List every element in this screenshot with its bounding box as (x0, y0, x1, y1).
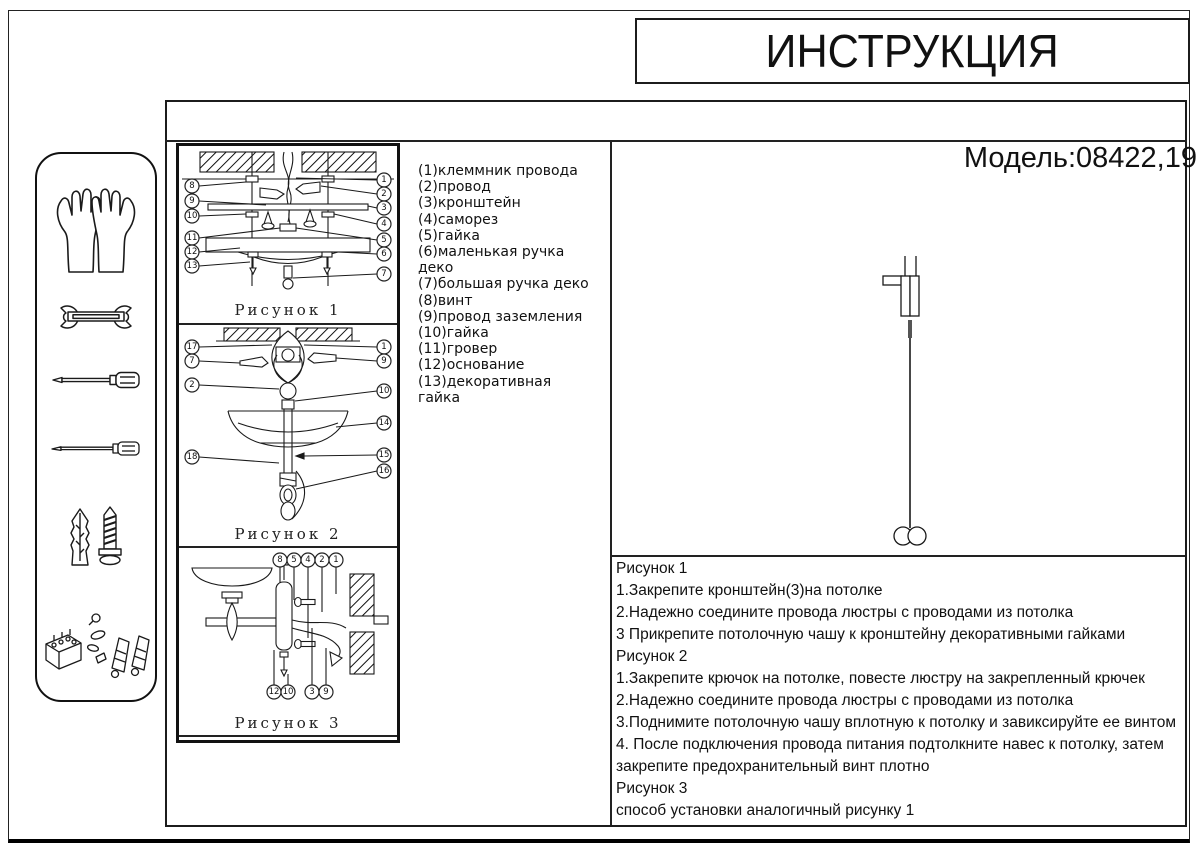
figures-panel (176, 143, 400, 743)
svg-text:2: 2 (319, 555, 325, 565)
svg-text:5: 5 (381, 235, 387, 245)
svg-text:7: 7 (189, 356, 195, 366)
figure-separator-3 (179, 735, 397, 737)
terminal-screws-anchors-icon (40, 608, 152, 688)
page-title: ИНСТРУКЦИЯ (765, 25, 1060, 77)
parts-line: (9)провод заземления (418, 308, 583, 325)
parts-line: гайка (418, 389, 461, 406)
svg-text:4: 4 (381, 219, 387, 229)
svg-text:12: 12 (186, 247, 198, 257)
figure-2-drawing (180, 327, 396, 523)
parts-line: (4)саморез (418, 211, 499, 228)
svg-text:11: 11 (186, 233, 198, 243)
svg-text:2: 2 (189, 380, 195, 390)
figure-3-label: Рисунок 3 (234, 714, 342, 732)
gloves-icon (54, 186, 138, 276)
instruction-line: 3.Поднимите потолочную чашу вплотную к потолку и завиксируйте ее винтом (616, 714, 1176, 731)
instruction-line: Рисунок 2 (616, 648, 688, 665)
svg-text:6: 6 (381, 249, 387, 259)
instruction-line: 1.Закрепите крючок на потолке, повесте люстру на закрепленный крючек (616, 670, 1145, 687)
instruction-line: 1.Закрепите кронштейн(3)на потолке (616, 582, 883, 599)
svg-text:10: 10 (186, 211, 198, 221)
parts-line: (2)провод (418, 179, 491, 196)
parts-list (418, 163, 623, 406)
svg-text:1: 1 (381, 175, 387, 185)
svg-text:14: 14 (378, 418, 390, 428)
svg-text:8: 8 (189, 181, 195, 191)
instructions-top-divider (610, 555, 1185, 557)
anchor-and-screw-icon (60, 503, 132, 577)
svg-text:10: 10 (378, 386, 390, 396)
svg-text:8: 8 (277, 555, 283, 565)
parts-line: (10)гайка (418, 325, 489, 342)
svg-text:10: 10 (282, 687, 294, 697)
parts-line: (3)кронштейн (418, 195, 521, 212)
instruction-line: 3 Прикрепите потолочную чашу к кронштейну декоративными гайками (616, 626, 1126, 643)
instruction-line: Рисунок 1 (616, 560, 688, 577)
instruction-line: закрепите предохранительный винт плотно (616, 758, 930, 775)
svg-text:18: 18 (186, 452, 198, 462)
svg-text:13: 13 (186, 261, 198, 271)
svg-text:16: 16 (378, 466, 390, 476)
parts-line: деко (418, 260, 454, 277)
svg-text:17: 17 (186, 342, 198, 352)
parts-line: (1)клеммник провода (418, 163, 578, 179)
figure-3-drawing (180, 550, 396, 712)
svg-text:5: 5 (291, 555, 297, 565)
svg-text:15: 15 (378, 450, 390, 460)
svg-text:3: 3 (309, 687, 315, 697)
wrench-icon (51, 298, 141, 336)
svg-text:2: 2 (381, 189, 387, 199)
pendant-sketch (845, 252, 975, 550)
svg-text:3: 3 (381, 203, 387, 213)
parts-line: (7)большая ручка деко (418, 276, 589, 293)
figure-2-label: Рисунок 2 (234, 525, 342, 543)
parts-line: (8)винт (418, 292, 473, 309)
svg-text:4: 4 (305, 555, 311, 565)
instruction-line: 2.Надежно соедините провода люстры с проводами из потолка (616, 604, 1074, 621)
flat-screwdriver-icon (50, 366, 142, 394)
parts-line: (6)маленькая ручка (418, 244, 565, 261)
parts-line: (13)декоративная (418, 373, 552, 390)
long-screwdriver-icon (50, 432, 142, 462)
title-box (635, 18, 1190, 84)
svg-text:9: 9 (381, 356, 387, 366)
instruction-line: способ установки аналогичный рисунку 1 (616, 802, 915, 819)
instructions-panel (616, 558, 1182, 822)
parts-line: (12)основание (418, 357, 525, 374)
svg-text:12: 12 (268, 687, 280, 697)
figure-separator-2 (179, 546, 397, 548)
parts-line: (5)гайка (418, 227, 480, 244)
instruction-line: Рисунок 3 (616, 780, 688, 797)
instruction-line: 2.Надежно соедините провода люстры с проводами из потолка (616, 692, 1074, 709)
svg-text:7: 7 (381, 269, 387, 279)
model-label: Модель:08422,19 (963, 142, 1197, 174)
parts-line: (11)гровер (418, 341, 498, 358)
instruction-line: 4. После подключения провода питания подтолкните навес к потолку, затем (616, 736, 1164, 753)
figure-separator-1 (179, 323, 397, 325)
figure-1-label: Рисунок 1 (234, 301, 342, 319)
svg-text:9: 9 (323, 687, 329, 697)
svg-text:9: 9 (189, 196, 195, 206)
figure-1-drawing (180, 148, 396, 300)
svg-text:1: 1 (333, 555, 339, 565)
svg-text:1: 1 (381, 342, 387, 352)
